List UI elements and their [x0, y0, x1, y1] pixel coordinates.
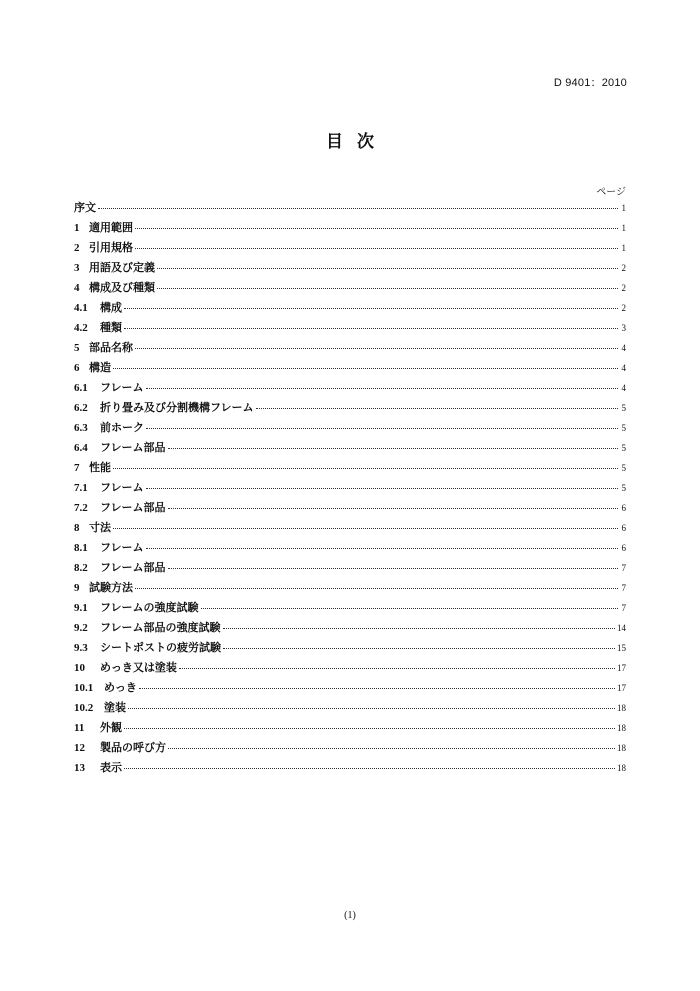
toc-entry-page: 18: [617, 763, 626, 773]
toc-entry-number: 2: [74, 242, 80, 254]
toc-entry-label: 構造: [89, 361, 111, 374]
toc-entry-page: 2: [621, 263, 626, 273]
toc-entry-page: 18: [617, 703, 626, 713]
toc-dot-leader: [168, 507, 618, 509]
toc-entry-number: 7: [74, 462, 80, 474]
toc-entry-number: 1: [74, 222, 80, 234]
toc-entry[interactable]: [74, 619, 626, 639]
toc-entry[interactable]: [74, 739, 626, 759]
toc-dot-leader: [113, 527, 618, 529]
toc-entry-page: 6: [621, 543, 626, 553]
toc-entry-page: 18: [617, 723, 626, 733]
toc-entry-number: 4.1: [74, 302, 88, 314]
toc-entry-page: 4: [621, 343, 626, 353]
toc-entry-number: 8: [74, 522, 80, 534]
toc-entry-label: 種類: [100, 321, 122, 334]
toc-entry-label: フレームの強度試験: [100, 601, 199, 614]
toc-dot-leader: [135, 247, 618, 249]
toc-entry[interactable]: [74, 379, 626, 399]
toc-dot-leader: [124, 307, 618, 309]
toc-entry-label: 製品の呼び方: [100, 741, 166, 754]
toc-entry-number: 10: [74, 662, 85, 674]
toc-entry-number: 9.1: [74, 602, 88, 614]
toc-entry[interactable]: [74, 299, 626, 319]
toc-entry-label: フレーム部品の強度試験: [100, 621, 221, 634]
toc-entry-label: 折り畳み及び分割機構フレーム: [100, 401, 254, 414]
toc-entry[interactable]: [74, 479, 626, 499]
toc-entry-label: フレーム: [100, 481, 144, 494]
toc-entry-label: 外観: [100, 721, 122, 734]
toc-dot-leader: [146, 547, 618, 549]
toc-entry-page: 6: [621, 503, 626, 513]
toc-entry-page: 1: [621, 223, 626, 233]
toc-entry-page: 5: [621, 463, 626, 473]
toc-entry-number: 11: [74, 722, 85, 734]
toc-entry[interactable]: [74, 439, 626, 459]
toc-entry[interactable]: [74, 259, 626, 279]
toc-entry-page: 7: [621, 603, 626, 613]
toc-entry-page: 4: [621, 363, 626, 373]
toc-entry-label: シートポストの疲労試験: [100, 641, 221, 654]
toc-entry[interactable]: [74, 499, 626, 519]
toc-entry[interactable]: [74, 239, 626, 259]
toc-entry-number: 4.2: [74, 322, 88, 334]
toc-entry-number: 8.1: [74, 542, 88, 554]
toc-dot-leader: [128, 707, 615, 709]
toc-entry-number: 6.3: [74, 422, 88, 434]
toc-entry-page: 14: [617, 623, 626, 633]
toc-entry[interactable]: [74, 539, 626, 559]
table-of-contents: [74, 199, 626, 779]
toc-entry[interactable]: [74, 319, 626, 339]
toc-entry-label: 引用規格: [89, 241, 133, 254]
toc-entry-label: 適用範囲: [89, 221, 133, 234]
toc-entry-page: 1: [621, 203, 626, 213]
toc-dot-leader: [223, 627, 615, 629]
toc-entry-page: 5: [621, 423, 626, 433]
toc-entry-label: 序文: [74, 201, 96, 214]
toc-entry[interactable]: [74, 419, 626, 439]
toc-entry-label: 試験方法: [89, 581, 133, 594]
toc-entry-number: 6.1: [74, 382, 88, 394]
toc-dot-leader: [98, 207, 618, 209]
page-title: 目次: [326, 132, 388, 152]
toc-entry[interactable]: [74, 579, 626, 599]
toc-entry-number: 9: [74, 582, 80, 594]
toc-entry-label: めっき: [104, 681, 137, 694]
toc-dot-leader: [135, 587, 618, 589]
toc-entry-page: 2: [621, 303, 626, 313]
toc-entry-number: 6.2: [74, 402, 88, 414]
toc-entry-number: 6: [74, 362, 80, 374]
toc-dot-leader: [124, 327, 618, 329]
toc-entry-number: 3: [74, 262, 80, 274]
toc-entry-number: 7.1: [74, 482, 88, 494]
toc-entry-page: 5: [621, 403, 626, 413]
toc-entry-page: 17: [617, 683, 626, 693]
toc-entry-label: 用語及び定義: [89, 261, 155, 274]
toc-dot-leader: [146, 387, 618, 389]
toc-entry[interactable]: [74, 659, 626, 679]
toc-entry-number: 10.1: [74, 682, 94, 694]
toc-dot-leader: [157, 267, 618, 269]
toc-dot-leader: [256, 407, 618, 409]
toc-dot-leader: [135, 227, 618, 229]
toc-dot-leader: [113, 467, 618, 469]
toc-entry-page: 17: [617, 663, 626, 673]
footer-page-number: (1): [344, 910, 356, 921]
toc-entry-number: 9.3: [74, 642, 88, 654]
toc-entry[interactable]: [74, 719, 626, 739]
toc-entry[interactable]: [74, 459, 626, 479]
toc-entry-page: 1: [621, 243, 626, 253]
toc-dot-leader: [124, 767, 615, 769]
toc-dot-leader: [113, 367, 618, 369]
toc-entry-page: 6: [621, 523, 626, 533]
toc-entry[interactable]: [74, 279, 626, 299]
toc-dot-leader: [124, 727, 615, 729]
toc-entry-page: 5: [621, 443, 626, 453]
toc-entry[interactable]: [74, 219, 626, 239]
toc-dot-leader: [139, 687, 615, 689]
toc-entry-label: 性能: [89, 461, 111, 474]
toc-entry-label: 前ホーク: [100, 421, 144, 434]
toc-entry-label: 寸法: [89, 521, 111, 534]
toc-entry-number: 13: [74, 762, 85, 774]
toc-entry-label: 塗装: [104, 701, 126, 714]
toc-dot-leader: [135, 347, 618, 349]
toc-entry[interactable]: [74, 599, 626, 619]
toc-dot-leader: [146, 487, 618, 489]
toc-entry[interactable]: [74, 679, 626, 699]
toc-entry-number: 8.2: [74, 562, 88, 574]
toc-entry-page: 2: [621, 283, 626, 293]
toc-dot-leader: [168, 567, 618, 569]
toc-entry-label: 構成: [100, 301, 122, 314]
toc-dot-leader: [146, 427, 618, 429]
toc-entry-label: 部品名称: [89, 341, 133, 354]
toc-entry-label: 表示: [100, 761, 122, 774]
toc-entry[interactable]: [74, 759, 626, 779]
toc-dot-leader: [223, 647, 615, 649]
toc-entry-number: 9.2: [74, 622, 88, 634]
toc-entry[interactable]: [74, 699, 626, 719]
page-column-label: ページ: [596, 187, 626, 198]
toc-entry-page: 18: [617, 743, 626, 753]
toc-dot-leader: [168, 447, 618, 449]
toc-entry-page: 15: [617, 643, 626, 653]
toc-entry-label: フレーム: [100, 541, 144, 554]
toc-entry-page: 4: [621, 383, 626, 393]
toc-dot-leader: [201, 607, 618, 609]
toc-dot-leader: [168, 747, 615, 749]
toc-entry-number: 4: [74, 282, 80, 294]
toc-entry-label: めっき又は塗装: [100, 661, 177, 674]
toc-entry-label: 構成及び種類: [89, 281, 155, 294]
toc-entry-label: フレーム: [100, 381, 144, 394]
toc-entry[interactable]: [74, 339, 626, 359]
toc-entry-page: 7: [621, 583, 626, 593]
toc-entry[interactable]: [74, 519, 626, 539]
toc-entry[interactable]: [74, 199, 626, 219]
toc-entry-number: 6.4: [74, 442, 88, 454]
toc-entry-page: 7: [621, 563, 626, 573]
toc-entry-number: 12: [74, 742, 85, 754]
toc-entry[interactable]: [74, 359, 626, 379]
doc-code: D 9401：2010: [553, 77, 627, 89]
toc-entry-label: フレーム部品: [100, 561, 166, 574]
toc-entry-number: 7.2: [74, 502, 88, 514]
toc-entry[interactable]: [74, 399, 626, 419]
toc-entry[interactable]: [74, 559, 626, 579]
toc-entry-page: 3: [621, 323, 626, 333]
toc-entry-page: 5: [621, 483, 626, 493]
toc-entry[interactable]: [74, 639, 626, 659]
toc-entry-label: フレーム部品: [100, 441, 166, 454]
toc-entry-number: 10.2: [74, 702, 94, 714]
toc-dot-leader: [179, 667, 615, 669]
toc-entry-number: 5: [74, 342, 80, 354]
toc-dot-leader: [157, 287, 618, 289]
toc-entry-label: フレーム部品: [100, 501, 166, 514]
